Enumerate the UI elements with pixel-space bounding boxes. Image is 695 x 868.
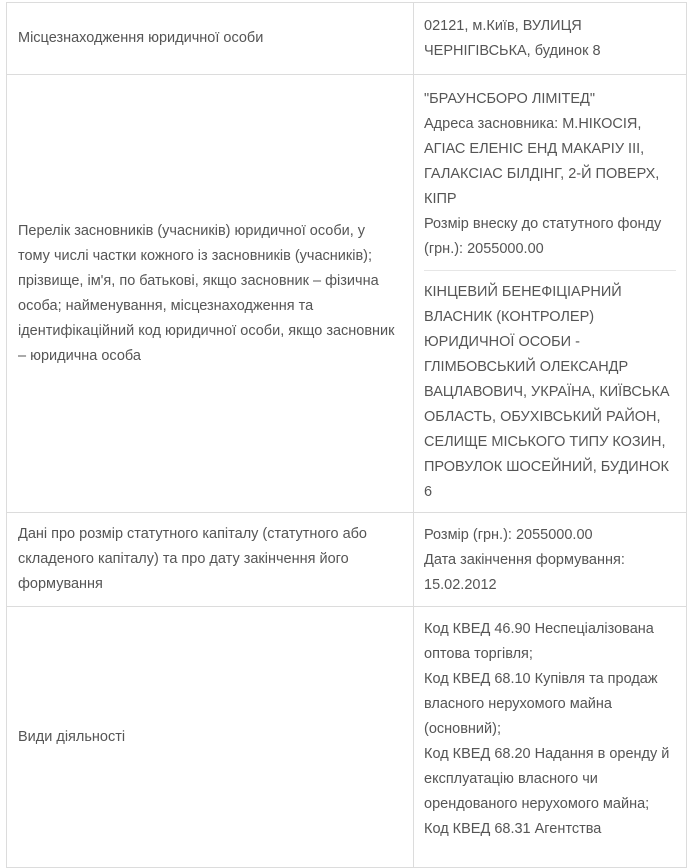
activity-item: Код КВЕД 68.10 Купівля та продаж власного нерухомого майна (основний); bbox=[424, 671, 658, 737]
label-activities: Види діяльності bbox=[7, 607, 414, 867]
row-activities bbox=[6, 607, 687, 868]
row-location bbox=[6, 3, 687, 75]
activity-item: Код КВЕД 68.31 Агентства bbox=[424, 821, 602, 837]
activity-item: Код КВЕД 46.90 Неспеціалізована оптова торгівля; bbox=[424, 621, 654, 662]
label-founders: Перелік засновників (учасників) юридичної особи, у тому числі частки кожного із засновників (учасників); прізвище, ім'я, по батькові, якщо засновник – фізична особа; найменування, місцезнаходження та ідентифікаційний код юридичної особи, якщо засновник – юридична особа bbox=[7, 75, 414, 512]
founder-block bbox=[424, 75, 676, 270]
value-activities bbox=[414, 607, 686, 867]
label-capital: Дані про розмір статутного капіталу (статутного або складеного капіталу) та про дату закінчення його формування bbox=[7, 513, 414, 606]
row-capital bbox=[6, 513, 687, 607]
value-founders bbox=[414, 75, 686, 512]
formation-end-date: Дата закінчення формування: 15.02.2012 bbox=[424, 552, 625, 593]
founder-contribution: Розмір внеску до статутного фонду (грн.): 2055000.00 bbox=[424, 216, 662, 257]
capital-size: Розмір (грн.): 2055000.00 bbox=[424, 527, 593, 543]
value-capital bbox=[414, 513, 686, 606]
founder-address: Адреса засновника: М.НІКОСІЯ, АГІАС ЕЛЕНІС ЕНД МАКАРІУ ІІІ, ГАЛАКСІАС БІЛДІНГ, 2-Й ПОВЕРХ, КІПР bbox=[424, 116, 660, 207]
activity-item: Код КВЕД 68.20 Надання в оренду й експлуатацію власного чи орендованого нерухомого майна; bbox=[424, 746, 670, 812]
founder-name: "БРАУНСБОРО ЛІМІТЕД" bbox=[424, 91, 595, 107]
label-location: Місцезнаходження юридичної особи bbox=[7, 3, 414, 74]
beneficiary-text: КІНЦЕВИЙ БЕНЕФІЦІАРНИЙ ВЛАСНИК (КОНТРОЛЕР) ЮРИДИЧНОЇ ОСОБИ - ГЛІМБОВСЬКИЙ ОЛЕКСАНДР ВАЦЛАВОВИЧ, УКРАЇНА, КИЇВСЬКА ОБЛАСТЬ, ОБУХІВСЬКИЙ РАЙОН, СЕЛИЩЕ МІСЬКОГО ТИПУ КОЗИН, ПРОВУЛОК ШОСЕЙНИЙ, БУДИНОК 6 bbox=[424, 284, 670, 500]
row-founders bbox=[6, 75, 687, 513]
registry-table bbox=[6, 2, 687, 868]
value-location: 02121, м.Київ, ВУЛИЦЯ ЧЕРНІГІВСЬКА, будинок 8 bbox=[424, 18, 601, 59]
beneficiary-block bbox=[424, 270, 676, 512]
